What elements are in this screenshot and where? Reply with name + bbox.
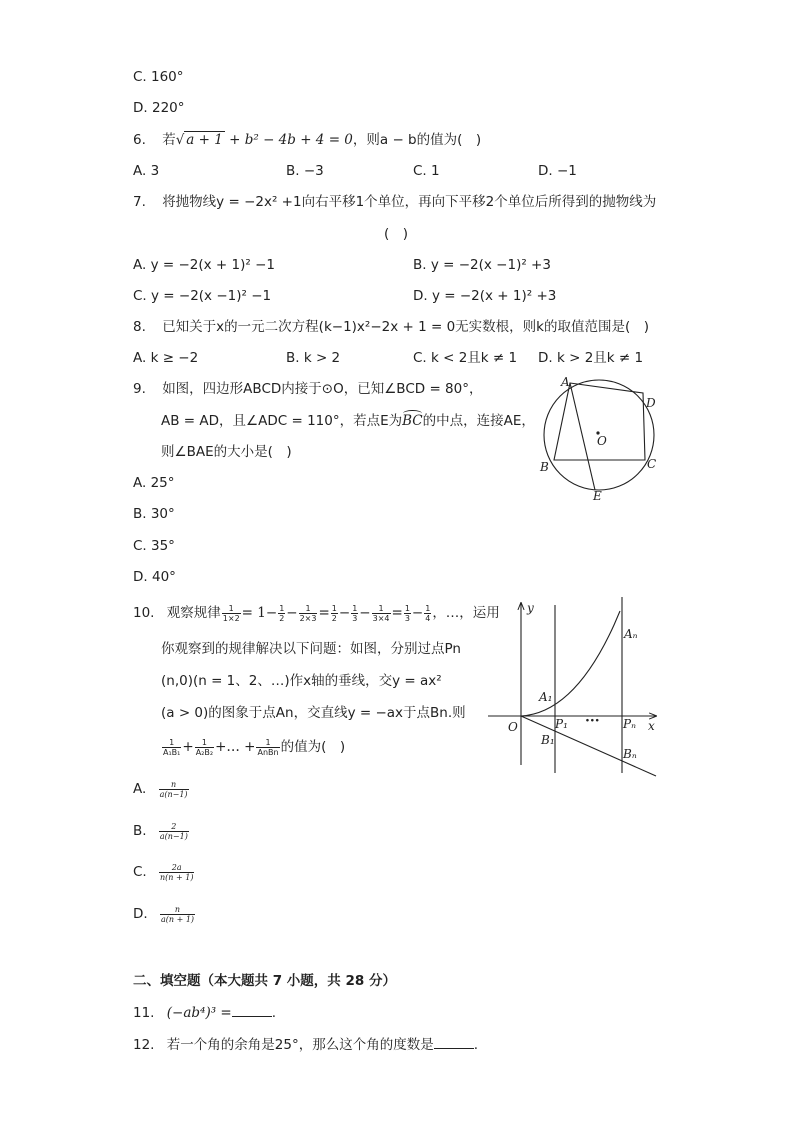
q5-option-d: D. 220° [133, 100, 185, 116]
q9-number: 9. [133, 381, 146, 397]
q10-label-p1: P₁ [555, 717, 568, 731]
q6-stem-pre: 若 [162, 132, 176, 148]
q9-option-d: D. 40° [133, 569, 176, 585]
q10-stem-line3: (n,0)(n = 1、2、…)作x轴的垂线，交y = ax² [161, 673, 442, 689]
q9-arc-label: BC [402, 413, 423, 429]
q12-stem [133, 1036, 478, 1054]
q6-option-d: D. −1 [538, 163, 577, 179]
q10-option-d [133, 903, 196, 925]
q10-frac-4b: $\frac{1}{4}$ [425, 603, 431, 623]
q9-line2-pre: AB = AD，且∠ADC = 110°，若点E为 [161, 413, 403, 429]
section2-title: 二、填空题（本大题共 7 小题，共 28 分） [133, 973, 396, 989]
q10-stem-line1: 10. 观察规律 $\frac{1}{1\times 2}$ = 1− $\frac{1}{2}$ − $\frac{1}{2\times 3}$ = $\frac{1}{2}$ − $\frac{1}{3}$ − $\frac{1}{3\times 4}$ = $\frac{1}{3}$ − $\frac{1}{4}$ ，…，运用 [133, 603, 500, 623]
q10-frac-4: $\frac{1}{3}$ [404, 603, 410, 623]
q10-frac-3b: $\frac{1}{3}$ [352, 603, 358, 623]
q6-stem-post: ，则a − b的值为( ) [352, 132, 482, 148]
q7-stem-text: 将抛物线y = −2x² +1向右平移1个单位，再向下平移2个单位后所得到的抛物线为 [162, 194, 657, 210]
q12-end: . [473, 1037, 479, 1053]
q10-option-a [133, 778, 190, 800]
q10-label-a1: A₁ [539, 690, 553, 704]
q10-number: 10. [133, 605, 155, 621]
q11-expression: (−ab⁴)³ = [166, 1005, 232, 1021]
q10-label-an: Aₙ [624, 627, 638, 641]
q8-option-b: B. k > 2 [286, 350, 341, 366]
q9-stem-line2 [161, 412, 535, 430]
q9-segment-ae [570, 383, 595, 490]
q7-stem [133, 193, 656, 211]
q10-label-dots: ··· [585, 713, 600, 729]
q9-label-b: B [540, 460, 549, 474]
q7-option-d: D. y = −2(x + 1)² +3 [413, 288, 557, 304]
q10-stem-line2: 你观察到的规律解决以下问题：如图，分别过点Pn [161, 641, 461, 657]
q10-line1-post: ，…，运用 [432, 605, 500, 621]
q10-sum-frac-n: $\frac{1}{\text{AnBn}}$ [257, 737, 279, 757]
q9-label-e: E [593, 489, 602, 503]
q9-line1-text: 如图，四边形ABCD内接于⊙O，已知∠BCD = 80°， [162, 381, 483, 397]
q7-number: 7. [133, 194, 146, 210]
q10-frac-2b: $\frac{1}{2\times 3}$ [299, 603, 317, 623]
q10-frac-1: $\frac{1}{1\times 2}$ [222, 603, 240, 623]
q10-label-o: O [508, 720, 518, 734]
q8-number: 8. [133, 319, 146, 335]
q10-line5-post: 的值为( ) [280, 739, 346, 755]
q7-answer-paren: ( ) [384, 226, 409, 242]
q10-option-b-label: B. [133, 823, 147, 839]
q8-stem-text: 已知关于x的一元二次方程(k−1)x²−2x + 1 = 0无实数根，则k的取值范围是( ) [162, 319, 650, 335]
q9-circle-figure [530, 370, 670, 505]
q9-option-b: B. 30° [133, 506, 175, 522]
q11-stem [133, 1004, 276, 1022]
q10-option-b-frac: $\frac{2}{a(n-1)}$ [159, 821, 188, 841]
q12-text: 若一个角的余角是25°，那么这个角的度数是 [166, 1037, 434, 1053]
q10-frac-2: $\frac{1}{2}$ [279, 603, 285, 623]
q10-eq3: = [391, 605, 403, 621]
q6-stem-math: + b² − 4b + 4 = 0 [224, 132, 353, 148]
q7-option-b: B. y = −2(x −1)² +3 [413, 257, 551, 273]
q6-option-c: C. 1 [413, 163, 440, 179]
q10-label-y: y [527, 601, 534, 615]
q10-label-bn: Bₙ [623, 747, 637, 761]
q10-line1-pre: 观察规律 [166, 605, 221, 621]
q10-stem-line4: (a > 0)的图象于点An，交直线y = −ax于点Bn.则 [161, 705, 466, 721]
q9-stem-line1 [133, 380, 482, 398]
q9-line2-post: 的中点，连接AE， [422, 413, 535, 429]
q9-option-a: A. 25° [133, 475, 175, 491]
q8-stem [133, 318, 649, 336]
q10-sum-plus: + [182, 739, 194, 755]
q8-option-d: D. k > 2且k ≠ 1 [538, 350, 644, 366]
q9-label-d: D [646, 396, 656, 410]
q7-option-c: C. y = −2(x −1)² −1 [133, 288, 272, 304]
q9-quadrilateral [554, 383, 645, 460]
q10-sum-frac-2: $\frac{1}{\text{A₂B₂}}$ [195, 737, 214, 757]
q8-option-a: A. k ≥ −2 [133, 350, 199, 366]
q6-stem: 6. 若√ a + 1 + b² − 4b + 4 = 0，则a − b的值为( ) [133, 132, 482, 148]
q9-option-c: C. 35° [133, 538, 175, 554]
q10-stem-line5 [161, 736, 345, 758]
q10-label-pn: Pₙ [623, 717, 636, 731]
q10-option-d-frac: $\frac{n}{a(n + 1)}$ [160, 904, 195, 924]
q10-label-x: x [648, 719, 655, 733]
q10-option-c [133, 861, 195, 883]
q7-option-a: A. y = −2(x + 1)² −1 [133, 257, 275, 273]
q10-eq2: = [318, 605, 330, 621]
q12-number: 12. [133, 1037, 155, 1053]
q11-end: . [271, 1005, 277, 1021]
q11-answer-blank[interactable] [232, 1004, 272, 1017]
q10-option-c-label: C. [133, 864, 147, 880]
q10-frac-3c: $\frac{1}{3\times 4}$ [372, 603, 390, 623]
q10-parabola [521, 611, 620, 716]
q8-option-c: C. k < 2且k ≠ 1 [413, 350, 518, 366]
q10-option-a-label: A. [133, 781, 147, 797]
q10-sum-frac-1: $\frac{1}{\text{A₁B₁}}$ [163, 737, 181, 757]
q10-graph-figure [484, 595, 664, 780]
q9-label-o: O [597, 434, 607, 448]
q11-number: 11. [133, 1005, 155, 1021]
q9-stem-line3: 则∠BAE的大小是( ) [161, 444, 292, 460]
q10-label-b1: B₁ [541, 733, 555, 747]
q10-option-a-frac: $\frac{n}{a(n-1)}$ [159, 779, 188, 799]
q10-frac-3: $\frac{1}{2}$ [331, 603, 337, 623]
q10-option-b [133, 820, 190, 842]
q10-option-d-label: D. [133, 906, 148, 922]
q12-answer-blank[interactable] [434, 1036, 474, 1049]
q6-option-a: A. 3 [133, 163, 160, 179]
q9-arc-bc [402, 413, 423, 429]
q6-option-b: B. −3 [286, 163, 324, 179]
q10-sum-mid: +… + [215, 739, 256, 755]
q6-sqrt-arg: a + 1 [186, 132, 223, 148]
q10-eq1: = 1− [241, 605, 278, 621]
q9-label-c: C [647, 457, 657, 471]
q10-option-c-frac: $\frac{2a}{n(n + 1)}$ [160, 862, 194, 882]
q5-option-c: C. 160° [133, 69, 184, 85]
q6-number: 6. [133, 132, 146, 148]
q9-label-a: A [561, 375, 570, 389]
